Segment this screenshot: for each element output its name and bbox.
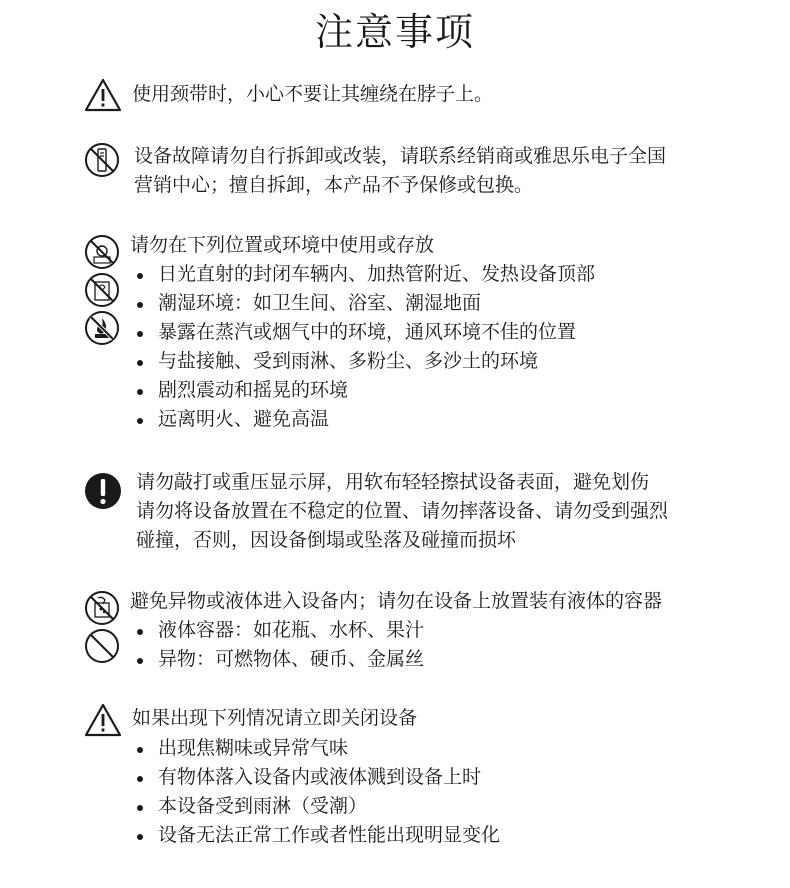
list-item: 暴露在蒸汽或烟气中的环境，通风环境不佳的位置 bbox=[134, 318, 595, 347]
list-item: 与盐接触、受到雨淋、多粉尘、多沙土的环境 bbox=[134, 347, 595, 376]
list-item: 潮湿环境：如卫生间、浴室、潮湿地面 bbox=[134, 289, 595, 318]
section-text-line: 碰撞，否则，因设备倒塌或坠落及碰撞而损坏 bbox=[136, 529, 517, 551]
no-disassembly-icon bbox=[84, 142, 120, 178]
list-item: 液体容器：如花瓶、水杯、果汁 bbox=[134, 616, 424, 645]
list-item: 本设备受到雨淋（受潮） bbox=[134, 792, 500, 821]
exclamation-circle-icon bbox=[84, 472, 122, 510]
prohibition-icon bbox=[84, 628, 120, 664]
section-heading: 请勿在下列位置或环境中使用或存放 bbox=[130, 234, 435, 256]
list-item: 出现焦糊味或异常气味 bbox=[134, 734, 500, 763]
list-item: 远离明火、避免高温 bbox=[134, 405, 595, 434]
page-title: 注意事项 bbox=[314, 10, 475, 54]
bullet-list bbox=[134, 734, 500, 850]
warning-triangle-icon bbox=[84, 703, 122, 737]
no-fire-icon bbox=[84, 310, 120, 346]
section-text-line: 设备故障请勿自行拆卸或改装，请联系经销商或雅思乐电子全国 bbox=[134, 145, 667, 167]
list-item: 日光直射的封闭车辆内、加热管附近、发热设备顶部 bbox=[134, 260, 595, 289]
no-sunlight-icon bbox=[84, 234, 120, 270]
no-moisture-icon bbox=[84, 272, 120, 308]
list-item: 有物体落入设备内或液体溅到设备上时 bbox=[134, 763, 500, 792]
bullet-list bbox=[134, 616, 424, 674]
list-item: 设备无法正常工作或者性能出现明显变化 bbox=[134, 821, 500, 850]
section-text-line: 使用颈带时，小心不要让其缠绕在脖子上。 bbox=[132, 83, 494, 105]
section-heading: 避免异物或液体进入设备内；请勿在设备上放置装有液体的容器 bbox=[130, 590, 663, 612]
section-text-line: 请勿将设备放置在不稳定的位置、请勿摔落设备、请勿受到强烈 bbox=[136, 500, 669, 522]
section-text-line: 营销中心；擅自拆卸，本产品不予保修或包换。 bbox=[134, 174, 534, 196]
section-heading: 如果出现下列情况请立即关闭设备 bbox=[132, 707, 418, 729]
list-item: 异物：可燃物体、硬币、金属丝 bbox=[134, 645, 424, 674]
section-text-line: 请勿敲打或重压显示屏，用软布轻轻擦拭设备表面，避免划伤 bbox=[136, 471, 650, 493]
no-liquid-icon bbox=[84, 590, 120, 626]
list-item: 剧烈震动和摇晃的环境 bbox=[134, 376, 595, 405]
bullet-list bbox=[134, 260, 595, 434]
warning-triangle-icon bbox=[84, 78, 122, 112]
